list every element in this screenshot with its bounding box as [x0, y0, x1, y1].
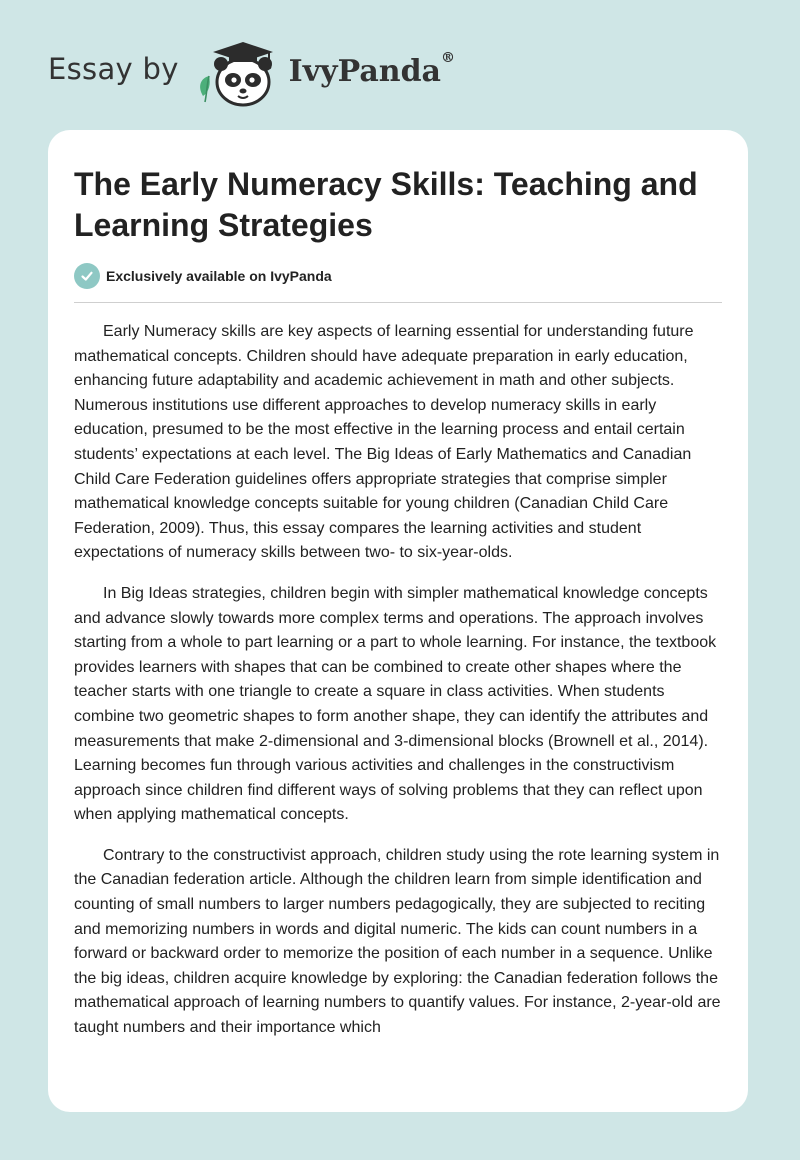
badge-label: Exclusively available on IvyPanda [106, 268, 332, 284]
panda-logo-icon[interactable] [193, 36, 285, 108]
check-circle-icon [74, 263, 100, 289]
page-title: The Early Numeracy Skills: Teaching and Learning Strategies [74, 166, 698, 243]
divider [74, 302, 722, 303]
essay-body [74, 320, 724, 1057]
paragraph-3: Contrary to the constructivist approach, children study using the rote learning system in the Canadian federation article. Although the children learn from simple identification and counting of small numbers to larger numbers pedagogically, they are subjected to reciting and memorizing numbers in words and digital numeric. The kids can count numbers in a forward or backward order to memorize the position of each number in a sequence. Unlike the big ideas, children acquire knowledge by exploring: the Canadian federation follows the mathematical approach of learning numbers to quantify values. For instance, 2-year-old are taught numbers and their importance which [74, 846, 721, 1037]
essay-by-label: Essay by [48, 52, 179, 86]
paragraph-1: Early Numeracy skills are key aspects of learning essential for understanding future mathematical concepts. Children should have adequate preparation in early education, enhancing future adaptability and academic achievement in math and other subjects. Numerous institutions use different approaches to develop numeracy skills in early education, presumed to be the most effective in the learning process and entail certain students’ expectations at each level. The Big Ideas of Early Mathematics and Canadian Child Care Federation guidelines offers appropriate strategies that comprise simpler mathematical knowledge concepts suitable for young children (Canadian Child Care Federation, 2009). Thus, this essay compares the learning activities and student expectations of numeracy skills between two- to six-year-olds. [74, 323, 694, 562]
site-header [48, 36, 508, 108]
brand-name[interactable] [288, 49, 455, 89]
registered-mark: ® [441, 49, 455, 66]
paragraph-2: In Big Ideas strategies, children begin with simpler mathematical knowledge concepts and advance slowly towards more complex terms and operations. The approach involves starting from a whole to part learning or a part to whole learning. For instance, the textbook provides learners with shapes that can be combined to create other shapes where the teacher starts with one triangle to create a square in class activities. When students combine two geometric shapes to form another shape, they can identify the attributes and measurements that make 2-dimensional and 3-dimensional blocks (Brownell et al., 2014). Learning becomes fun through various activities and challenges in the constructivism approach since children find different ways of solving problems that they can reflect upon when applying mathematical concepts. [74, 584, 717, 824]
exclusive-badge [74, 263, 332, 289]
brand-text: IvyPanda [288, 53, 441, 89]
essay-card [48, 130, 748, 1112]
